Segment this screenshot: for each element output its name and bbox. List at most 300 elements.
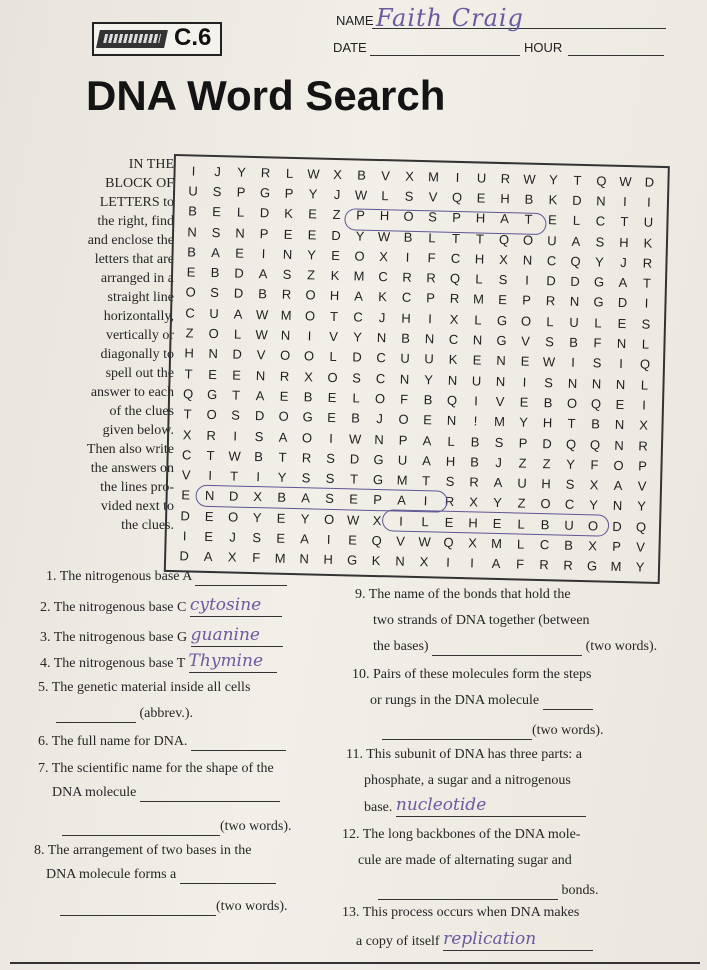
answer-blank[interactable] — [543, 709, 593, 710]
grid-letter[interactable]: W — [542, 354, 556, 370]
grid-letter[interactable]: O — [185, 284, 196, 301]
grid-letter[interactable]: N — [596, 193, 606, 209]
grid-letter[interactable]: Q — [371, 532, 382, 549]
grid-letter[interactable]: E — [276, 510, 286, 526]
grid-letter[interactable]: E — [181, 487, 191, 503]
grid-letter[interactable]: R — [449, 291, 460, 307]
grid-letter[interactable]: X — [498, 251, 509, 268]
grid-letter[interactable]: C — [546, 252, 557, 269]
grid-letter[interactable]: L — [447, 433, 455, 449]
grid-letter[interactable]: N — [569, 294, 580, 310]
grid-letter[interactable]: N — [255, 367, 266, 383]
grid-letter[interactable]: P — [452, 210, 462, 226]
grid-letter[interactable]: N — [591, 375, 602, 392]
grid-letter[interactable]: E — [232, 367, 242, 383]
grid-letter[interactable]: R — [206, 427, 217, 443]
grid-letter[interactable]: U — [547, 232, 557, 248]
grid-letter[interactable]: K — [284, 205, 294, 222]
grid-letter[interactable]: Z — [542, 455, 551, 472]
grid-letter[interactable]: D — [617, 295, 628, 311]
grid-letter[interactable]: U — [476, 170, 487, 186]
answer-blank[interactable] — [191, 750, 286, 751]
grid-letter[interactable]: I — [326, 531, 331, 547]
grid-letter[interactable]: I — [182, 528, 187, 544]
grid-letter[interactable]: N — [204, 488, 215, 504]
grid-letter[interactable]: N — [614, 437, 624, 453]
grid-letter[interactable]: S — [325, 470, 335, 487]
grid-letter[interactable]: X — [638, 417, 649, 433]
grid-letter[interactable]: V — [636, 539, 646, 555]
grid-letter[interactable]: U — [397, 452, 408, 468]
grid-letter[interactable]: I — [233, 428, 238, 444]
grid-letter[interactable]: U — [517, 475, 527, 491]
grid-letter[interactable]: T — [229, 468, 239, 484]
grid-letter[interactable]: S — [211, 224, 221, 240]
grid-letter[interactable]: X — [419, 554, 429, 570]
grid-letter[interactable]: Y — [355, 227, 365, 244]
grid-letter[interactable]: A — [613, 477, 623, 494]
grid-letter[interactable]: N — [280, 327, 291, 343]
grid-letter[interactable]: D — [331, 227, 341, 243]
grid-letter[interactable]: S — [352, 370, 362, 386]
grid-letter[interactable]: R — [638, 437, 648, 454]
grid-letter[interactable]: P — [356, 207, 366, 223]
grid-letter[interactable]: L — [594, 315, 602, 331]
grid-letter[interactable]: R — [279, 368, 290, 384]
grid-letter[interactable]: X — [588, 538, 598, 554]
grid-letter[interactable]: X — [333, 166, 343, 182]
grid-letter[interactable]: E — [327, 410, 337, 426]
grid-letter[interactable]: T — [567, 415, 576, 432]
grid-letter[interactable]: O — [227, 509, 239, 525]
grid-letter[interactable]: L — [572, 213, 581, 229]
grid-letter[interactable]: B — [524, 191, 534, 207]
grid-letter[interactable]: X — [589, 477, 599, 493]
grid-letter[interactable]: E — [212, 204, 222, 220]
grid-letter[interactable]: E — [519, 394, 529, 410]
grid-letter[interactable]: O — [303, 348, 315, 364]
grid-letter[interactable]: A — [491, 556, 501, 572]
grid-letter[interactable]: H — [475, 210, 486, 226]
grid-letter[interactable]: W — [619, 173, 632, 189]
grid-letter[interactable]: R — [426, 270, 436, 286]
grid-letter[interactable]: S — [494, 434, 504, 450]
answer-blank[interactable] — [189, 652, 277, 673]
grid-letter[interactable]: D — [234, 265, 244, 281]
grid-letter[interactable]: E — [520, 353, 530, 370]
grid-letter[interactable]: Y — [589, 497, 599, 513]
grid-letter[interactable]: S — [544, 334, 555, 350]
grid-letter[interactable]: I — [307, 328, 312, 344]
grid-letter[interactable]: Y — [548, 171, 559, 188]
grid-letter[interactable]: L — [428, 229, 436, 245]
grid-letter[interactable]: U — [569, 314, 579, 330]
grid-letter[interactable]: T — [524, 211, 533, 228]
grid-letter[interactable]: B — [423, 392, 433, 408]
grid-letter[interactable]: T — [642, 275, 652, 291]
grid-letter[interactable]: I — [191, 163, 196, 179]
grid-letter[interactable]: C — [401, 290, 412, 306]
grid-letter[interactable]: D — [254, 408, 265, 424]
grid-letter[interactable]: H — [541, 476, 551, 492]
grid-letter[interactable]: X — [182, 426, 192, 443]
grid-letter[interactable]: J — [378, 309, 386, 325]
grid-letter[interactable]: P — [284, 185, 294, 201]
grid-letter[interactable]: N — [424, 331, 435, 347]
grid-letter[interactable]: O — [304, 307, 316, 324]
grid-letter[interactable]: D — [570, 273, 580, 290]
grid-letter[interactable]: S — [210, 285, 220, 301]
grid-letter[interactable]: Z — [332, 207, 341, 223]
grid-letter[interactable]: D — [259, 205, 270, 221]
grid-letter[interactable]: G — [496, 332, 507, 349]
grid-letter[interactable]: L — [233, 326, 242, 342]
grid-letter[interactable]: I — [261, 246, 266, 262]
grid-letter[interactable]: D — [179, 548, 190, 564]
grid-letter[interactable]: L — [517, 516, 525, 532]
grid-letter[interactable]: V — [181, 467, 191, 483]
answer-blank[interactable] — [195, 585, 287, 586]
grid-letter[interactable]: E — [476, 190, 486, 206]
grid-letter[interactable]: L — [640, 377, 649, 393]
answer-blank[interactable] — [60, 915, 216, 916]
grid-letter[interactable]: N — [374, 431, 384, 447]
grid-letter[interactable]: E — [498, 292, 508, 308]
grid-letter[interactable]: H — [323, 552, 334, 568]
grid-letter[interactable]: R — [402, 269, 412, 285]
grid-letter[interactable]: X — [405, 168, 415, 184]
grid-letter[interactable]: I — [525, 272, 530, 288]
answer-blank[interactable] — [396, 796, 586, 817]
grid-letter[interactable]: E — [204, 508, 214, 524]
grid-letter[interactable]: F — [515, 556, 525, 573]
grid-letter[interactable]: F — [399, 391, 409, 407]
grid-letter[interactable]: V — [637, 478, 647, 494]
grid-letter[interactable]: E — [204, 528, 214, 545]
grid-letter[interactable]: B — [470, 454, 480, 470]
grid-letter[interactable]: E — [276, 530, 286, 546]
grid-letter[interactable]: B — [277, 490, 287, 506]
grid-letter[interactable]: Y — [424, 371, 434, 388]
grid-letter[interactable]: Q — [449, 270, 461, 287]
grid-letter[interactable]: F — [590, 457, 599, 473]
date-field[interactable] — [370, 54, 520, 56]
grid-letter[interactable]: H — [379, 208, 390, 224]
grid-letter[interactable]: O — [323, 511, 335, 527]
grid-letter[interactable]: B — [254, 448, 264, 465]
grid-letter[interactable]: S — [404, 188, 414, 204]
grid-letter[interactable]: E — [308, 206, 318, 222]
grid-letter[interactable]: X — [379, 248, 389, 265]
grid-letter[interactable]: B — [210, 265, 220, 281]
grid-letter[interactable]: R — [301, 450, 312, 466]
grid-letter[interactable]: R — [469, 474, 479, 490]
grid-letter[interactable]: U — [188, 183, 198, 199]
grid-letter[interactable]: M — [610, 559, 622, 575]
grid-letter[interactable]: B — [403, 229, 413, 245]
grid-letter[interactable]: D — [644, 174, 655, 190]
grid-letter[interactable]: H — [474, 251, 485, 267]
grid-letter[interactable]: Y — [594, 254, 605, 270]
grid-letter[interactable]: S — [565, 476, 575, 493]
grid-letter[interactable]: A — [278, 429, 288, 445]
grid-letter[interactable]: E — [208, 366, 218, 382]
grid-letter[interactable]: E — [186, 264, 196, 280]
grid-letter[interactable]: I — [455, 169, 460, 185]
grid-letter[interactable]: Q — [639, 356, 651, 373]
grid-letter[interactable]: V — [256, 347, 266, 363]
grid-letter[interactable]: I — [405, 249, 410, 265]
grid-letter[interactable]: N — [612, 498, 623, 514]
grid-letter[interactable]: H — [468, 515, 478, 531]
grid-letter[interactable]: O — [279, 347, 291, 364]
answer-blank[interactable] — [56, 722, 136, 723]
grid-letter[interactable]: W — [346, 512, 360, 528]
grid-letter[interactable]: S — [445, 473, 455, 490]
grid-letter[interactable]: J — [333, 186, 341, 203]
grid-letter[interactable]: J — [229, 529, 237, 545]
grid-letter[interactable]: N — [282, 246, 293, 262]
grid-letter[interactable]: C — [376, 350, 386, 366]
grid-letter[interactable]: W — [228, 448, 241, 464]
grid-letter[interactable]: Q — [590, 396, 602, 412]
grid-letter[interactable]: Q — [570, 253, 581, 269]
grid-letter[interactable]: L — [421, 513, 429, 530]
grid-letter[interactable]: K — [378, 289, 388, 305]
grid-letter[interactable]: W — [377, 228, 391, 244]
grid-letter[interactable]: R — [539, 557, 549, 573]
grid-letter[interactable]: B — [564, 537, 574, 553]
grid-letter[interactable]: E — [472, 352, 482, 368]
grid-letter[interactable]: T — [573, 172, 582, 188]
grid-letter[interactable]: T — [206, 447, 215, 463]
grid-letter[interactable]: H — [401, 310, 411, 326]
grid-letter[interactable]: V — [396, 533, 406, 549]
grid-letter[interactable]: N — [522, 252, 533, 268]
grid-letter[interactable]: X — [469, 494, 479, 510]
answer-blank[interactable] — [140, 801, 280, 802]
grid-letter[interactable]: P — [236, 184, 246, 200]
grid-letter[interactable]: G — [302, 409, 313, 425]
grid-letter[interactable]: G — [206, 386, 218, 403]
grid-letter[interactable]: D — [228, 488, 239, 505]
grid-letter[interactable]: U — [424, 351, 434, 367]
grid-letter[interactable]: C — [181, 447, 192, 463]
grid-letter[interactable]: O — [540, 496, 551, 512]
grid-letter[interactable]: U — [209, 305, 219, 321]
grid-letter[interactable]: N — [614, 417, 625, 433]
grid-letter[interactable]: V — [329, 328, 339, 345]
grid-letter[interactable]: I — [208, 468, 213, 484]
grid-letter[interactable]: L — [475, 271, 483, 287]
grid-letter[interactable]: N — [616, 335, 627, 352]
grid-letter[interactable]: G — [372, 472, 384, 488]
grid-letter[interactable]: L — [236, 204, 245, 220]
grid-letter[interactable]: J — [620, 254, 627, 270]
grid-letter[interactable]: E — [423, 412, 433, 428]
grid-letter[interactable]: I — [329, 430, 334, 446]
grid-letter[interactable]: T — [183, 406, 192, 422]
grid-letter[interactable]: E — [235, 245, 245, 261]
grid-letter[interactable]: P — [426, 290, 436, 306]
grid-letter[interactable]: G — [373, 451, 384, 468]
grid-letter[interactable]: A — [493, 475, 503, 491]
grid-letter[interactable]: E — [547, 212, 558, 228]
answer-blank[interactable] — [378, 899, 558, 900]
grid-letter[interactable]: S — [428, 209, 438, 225]
grid-letter[interactable]: R — [281, 287, 292, 303]
grid-letter[interactable]: M — [427, 168, 440, 185]
grid-letter[interactable]: G — [346, 552, 358, 568]
grid-letter[interactable]: B — [187, 244, 197, 260]
grid-letter[interactable]: C — [564, 497, 575, 513]
grid-letter[interactable]: I — [622, 193, 627, 210]
grid-letter[interactable]: N — [399, 371, 410, 387]
grid-letter[interactable]: D — [352, 349, 362, 365]
grid-letter[interactable]: E — [327, 389, 337, 405]
grid-letter[interactable]: O — [566, 395, 578, 411]
grid-letter[interactable]: U — [471, 372, 482, 389]
grid-letter[interactable]: C — [539, 537, 550, 553]
grid-letter[interactable]: Y — [519, 414, 529, 430]
grid-letter[interactable]: K — [371, 553, 381, 569]
grid-letter[interactable]: E — [331, 247, 341, 263]
grid-letter[interactable]: N — [395, 553, 405, 570]
grid-letter[interactable]: C — [450, 250, 461, 266]
grid-letter[interactable]: U — [564, 517, 574, 533]
grid-letter[interactable]: V — [428, 189, 438, 205]
grid-letter[interactable]: A — [233, 306, 243, 322]
grid-letter[interactable]: W — [523, 171, 536, 187]
grid-letter[interactable]: A — [422, 452, 432, 469]
grid-letter[interactable]: R — [500, 170, 511, 186]
grid-letter[interactable]: H — [184, 345, 195, 361]
grid-letter[interactable]: G — [593, 294, 604, 310]
grid-letter[interactable]: A — [618, 275, 628, 291]
grid-letter[interactable]: O — [305, 287, 316, 303]
grid-letter[interactable]: Z — [185, 325, 194, 341]
grid-letter[interactable]: H — [329, 288, 340, 304]
grid-letter[interactable]: O — [374, 390, 386, 407]
grid-letter[interactable]: K — [330, 268, 340, 284]
grid-letter[interactable]: N — [299, 551, 310, 567]
grid-letter[interactable]: D — [180, 508, 191, 524]
grid-letter[interactable]: L — [546, 313, 554, 330]
grid-letter[interactable]: B — [351, 410, 361, 426]
grid-letter[interactable]: N — [208, 346, 218, 362]
grid-letter[interactable]: N — [472, 332, 483, 348]
grid-letter[interactable]: A — [301, 490, 311, 506]
grid-letter[interactable]: O — [520, 313, 532, 329]
grid-letter[interactable]: O — [208, 325, 219, 342]
grid-letter[interactable]: V — [521, 333, 531, 349]
answer-blank[interactable] — [190, 596, 282, 617]
grid-letter[interactable]: B — [543, 395, 553, 411]
grid-letter[interactable]: I — [446, 555, 451, 571]
grid-letter[interactable]: Y — [237, 164, 247, 180]
grid-letter[interactable]: S — [254, 428, 264, 444]
grid-letter[interactable]: E — [307, 226, 317, 243]
grid-letter[interactable]: Q — [565, 436, 577, 452]
grid-letter[interactable]: S — [498, 272, 508, 288]
grid-letter[interactable]: C — [448, 331, 459, 348]
grid-letter[interactable]: O — [522, 232, 534, 248]
grid-letter[interactable]: Y — [635, 559, 645, 575]
grid-letter[interactable]: I — [522, 374, 527, 390]
grid-letter[interactable]: J — [495, 454, 502, 470]
grid-letter[interactable]: O — [587, 517, 599, 534]
grid-letter[interactable]: X — [253, 489, 263, 505]
grid-letter[interactable]: M — [490, 535, 503, 552]
grid-letter[interactable]: T — [231, 387, 241, 403]
grid-letter[interactable]: Q — [182, 386, 194, 402]
grid-letter[interactable]: P — [398, 432, 408, 448]
grid-letter[interactable]: Q — [596, 172, 607, 189]
grid-letter[interactable]: A — [300, 531, 310, 547]
grid-letter[interactable]: F — [593, 335, 602, 351]
grid-letter[interactable]: T — [184, 365, 193, 382]
grid-letter[interactable]: G — [586, 558, 598, 574]
grid-letter[interactable]: O — [301, 429, 313, 445]
grid-letter[interactable]: F — [427, 250, 436, 266]
grid-letter[interactable]: S — [231, 407, 241, 423]
grid-letter[interactable]: D — [612, 518, 622, 534]
grid-letter[interactable]: U — [643, 214, 654, 230]
grid-letter[interactable]: B — [568, 334, 579, 350]
grid-letter[interactable]: Y — [637, 498, 647, 515]
grid-letter[interactable]: H — [500, 190, 510, 207]
grid-letter[interactable]: Q — [451, 189, 463, 205]
grid-letter[interactable]: W — [354, 187, 368, 203]
grid-letter[interactable]: Y — [252, 509, 262, 525]
grid-letter[interactable]: Q — [635, 519, 647, 535]
grid-letter[interactable]: P — [259, 225, 269, 241]
grid-letter[interactable]: S — [641, 316, 651, 332]
grid-letter[interactable]: I — [423, 493, 428, 509]
grid-letter[interactable]: A — [354, 288, 364, 305]
grid-letter[interactable]: O — [613, 457, 624, 473]
grid-letter[interactable]: B — [401, 330, 411, 346]
grid-letter[interactable]: Y — [300, 510, 310, 527]
grid-letter[interactable]: P — [373, 492, 383, 508]
grid-letter[interactable]: A — [203, 549, 213, 565]
grid-letter[interactable]: D — [349, 451, 360, 467]
grid-letter[interactable]: P — [521, 292, 532, 309]
grid-letter[interactable]: Y — [493, 495, 503, 511]
grid-letter[interactable]: N — [446, 412, 457, 429]
grid-letter[interactable]: N — [235, 225, 245, 241]
grid-letter[interactable]: M — [493, 414, 506, 430]
grid-letter[interactable]: H — [542, 415, 553, 431]
grid-letter[interactable]: E — [349, 491, 359, 508]
grid-letter[interactable]: X — [227, 549, 237, 565]
grid-letter[interactable]: H — [619, 234, 629, 250]
grid-letter[interactable]: W — [307, 165, 320, 182]
grid-letter[interactable]: O — [278, 408, 289, 425]
grid-letter[interactable]: A — [258, 266, 268, 282]
grid-letter[interactable]: L — [641, 336, 650, 352]
grid-letter[interactable]: I — [428, 310, 433, 327]
grid-letter[interactable]: P — [612, 538, 622, 555]
grid-letter[interactable]: I — [642, 397, 647, 413]
grid-letter[interactable]: R — [444, 494, 455, 510]
answer-blank[interactable] — [432, 655, 582, 656]
grid-letter[interactable]: R — [260, 164, 271, 180]
grid-letter[interactable]: S — [212, 183, 222, 200]
grid-letter[interactable]: C — [185, 305, 195, 321]
hour-field[interactable] — [568, 54, 664, 56]
grid-letter[interactable]: A — [255, 388, 265, 404]
